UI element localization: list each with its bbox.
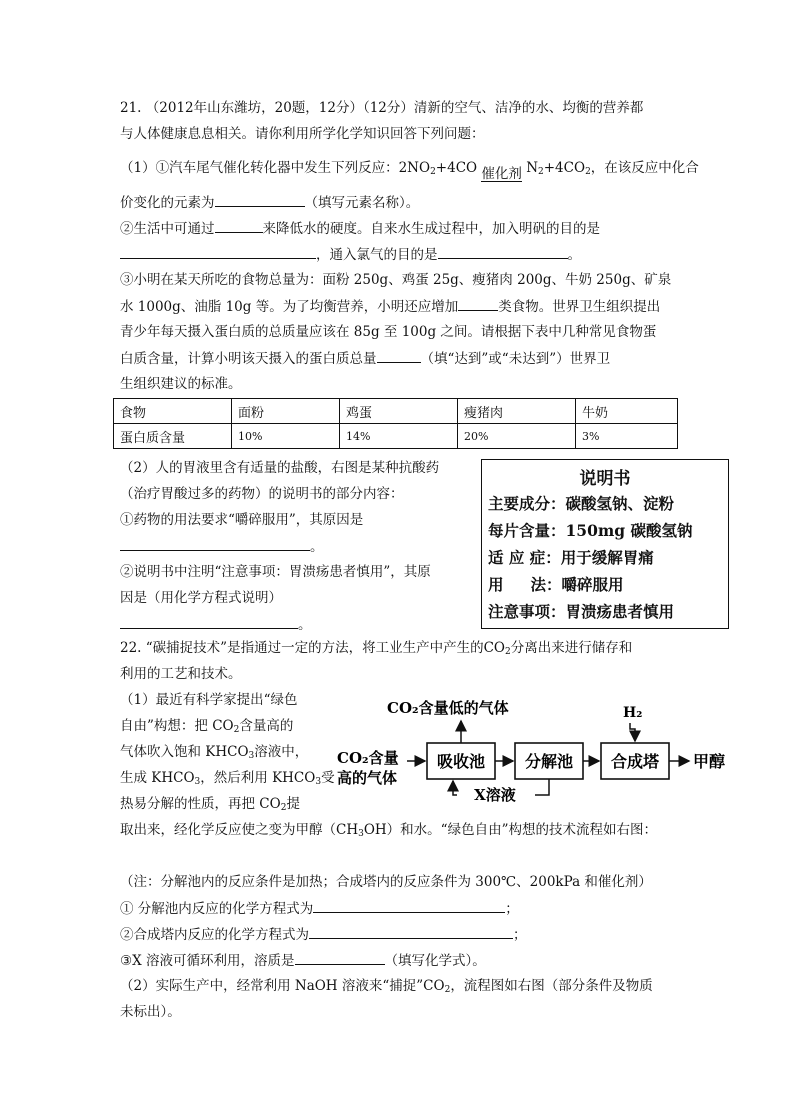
q22-sub2: ②合成塔内反应的化学方程式为 ；: [120, 924, 527, 945]
manual-row: 用 法：嚼碎服用: [488, 575, 624, 594]
q21-part4-line3: ①药物的用法要求“嚼碎服用”，其原因是: [120, 512, 364, 528]
table-row: [114, 424, 678, 449]
q21-part4-line6: 因是（用化学方程式说明）: [120, 590, 282, 606]
q21-part2-line1: ②生活中可通过 来降低水的硬度。自来水生成过程中，加入明矾的目的是: [120, 218, 600, 239]
answer-blank[interactable]: [295, 950, 385, 965]
q21-part4-line2: （治疗胃酸过多的药物）的说明书的部分内容：: [120, 486, 404, 502]
answer-blank[interactable]: [120, 536, 310, 551]
q22-line4: 自由”构想：把 $CO_2$含量高的: [120, 718, 294, 735]
protein-table: [113, 398, 678, 449]
answer-blank[interactable]: [438, 244, 568, 259]
table-cell: 蛋白质含量: [114, 424, 232, 449]
manual-row: 每片含量：150mg 碳酸氢钠: [488, 521, 693, 540]
table-cell: 3%: [576, 424, 678, 449]
q21-part4-line4: 。: [120, 536, 324, 557]
q21-part4-line5: ②说明书中注明“注意事项：胃溃疡患者慎用”，其原: [120, 564, 431, 580]
medicine-manual: [481, 459, 729, 629]
q22-line6: 生成 $KHCO_3$，然后利用 $KHCO_3$受: [120, 770, 335, 787]
q21-part3-line1: ③小明在某天所吃的食物总量为：面粉 250g、鸡蛋 25g、瘦猪肉 200g、牛奶 250g、矿泉: [120, 272, 672, 288]
answer-blank[interactable]: [215, 192, 305, 207]
manual-row: 适 应 症：用于缓解胃痛: [488, 548, 654, 567]
manual-row: 主要成分：碳酸氢钠、淀粉: [488, 494, 675, 513]
q22-sub3: ③X 溶液可循环利用，溶质是 （填写化学式）。: [120, 950, 486, 971]
table-cell: 鸡蛋: [340, 399, 458, 424]
q21-part3-line2: 水 1000g、油脂 10g 等。为了均衡营养，小明还应增加 类食物。世界卫生组织提出: [120, 296, 660, 317]
methanol-label: 甲醇: [693, 752, 726, 771]
green-freedom-flowchart: [335, 695, 730, 815]
manual-title: 说明书: [579, 469, 631, 489]
q22-note: （注：分解池内的反应条件是加热；合成塔内的反应条件为 300℃、200kPa 和催化剂）: [120, 874, 652, 890]
answer-blank[interactable]: [120, 244, 316, 259]
q22-line5: 气体吹入饱和 $KHCO_3$溶液中，: [120, 744, 309, 761]
recycle-line: [535, 779, 549, 795]
q22-line2: 利用的工艺和技术。: [120, 666, 242, 682]
catalyst-arrow: 催化剂: [481, 166, 522, 182]
answer-blank[interactable]: [313, 898, 505, 913]
q21-part3-line5: 生组织建议的标准。: [120, 376, 242, 392]
table-cell: 瘦猪肉: [458, 399, 576, 424]
q22-line3: （1）最近有科学家提出“绿色: [120, 692, 298, 708]
answer-blank[interactable]: [377, 348, 421, 363]
table-cell: 10%: [232, 424, 340, 449]
q22-line8: 取出来，经化学反应使之变为甲醇$(CH_3OH)$和水。“绿色自由”构想的技术流程如右图：: [120, 822, 657, 839]
table-cell: 20%: [458, 424, 576, 449]
q22-sub1: ① 分解池内反应的化学方程式为 ；: [120, 898, 519, 919]
answer-blank[interactable]: [458, 296, 498, 311]
recycle-arrow: [453, 781, 457, 795]
answer-blank[interactable]: [309, 924, 513, 939]
q21-part3-line3: 青少年每天摄入蛋白质的总质量应该在 85g 至 100g 之间。请根据下表中几种常见食物蛋: [120, 324, 657, 340]
q21-part4-line7: 。: [120, 614, 312, 635]
q21-part1-line2: 价变化的元素为 （填写元素名称）。: [120, 192, 419, 213]
manual-row: 注意事项：胃溃疡患者慎用: [488, 602, 675, 621]
table-cell: 牛奶: [576, 399, 678, 424]
q22-line1: 22. “碳捕捉技术”是指通过一定的方法，将工业生产中产生的$CO_2$分离出来进行储存和: [120, 640, 633, 657]
input-gas-label-1: CO₂含量: [337, 749, 399, 767]
x-solution-label: X溶液: [474, 786, 516, 804]
table-cell: 14%: [340, 424, 458, 449]
q22-part2-line2: 未标出）。: [120, 1004, 181, 1020]
table-cell: 食物: [114, 399, 232, 424]
table-cell: 面粉: [232, 399, 340, 424]
q21-part4-line1: （2）人的胃液里含有适量的盐酸，右图是某种抗酸药: [120, 460, 440, 476]
answer-blank[interactable]: [120, 614, 298, 629]
synthesis-tower-label: 合成塔: [610, 752, 660, 771]
q22-part2-line1: （2）实际生产中，经常利用 NaOH 溶液来“捕捉$”CO_2$，流程图如右图（部分条件及物质: [120, 978, 653, 995]
decomposition-tank-label: 分解池: [524, 752, 574, 771]
low-co2-gas-label: CO₂含量低的气体: [387, 699, 509, 717]
q21-part3-line4: 白质含量，计算小明该天摄入的蛋白质总量 （填“达到”或“未达到”）世界卫: [120, 348, 610, 369]
q21-header: 21. （2012年山东潍坊，20题，12分）（12分）清新的空气、洁净的水、均衡的营养都: [120, 100, 644, 116]
flow-arrow: [630, 723, 635, 741]
q21-part2-line2: ，通入氯气的目的是 。: [120, 244, 581, 265]
answer-blank[interactable]: [215, 218, 263, 233]
absorption-tank-label: 吸收池: [436, 752, 486, 771]
h2-label: H₂: [623, 705, 643, 721]
q21-part1-line1: （1）①汽车尾气催化转化器中发生下列反应：$2NO_2+4CO$ 催化剂 $N_2+4CO_2$，在该反应中化合: [120, 160, 699, 182]
q21-header-line2: 与人体健康息息相关。请你利用所学化学知识回答下列问题：: [120, 126, 485, 142]
q22-line7: 热易分解的性质，再把 $CO_2$提: [120, 796, 300, 813]
table-row: [114, 399, 678, 424]
input-gas-label-2: 高的气体: [337, 769, 398, 787]
